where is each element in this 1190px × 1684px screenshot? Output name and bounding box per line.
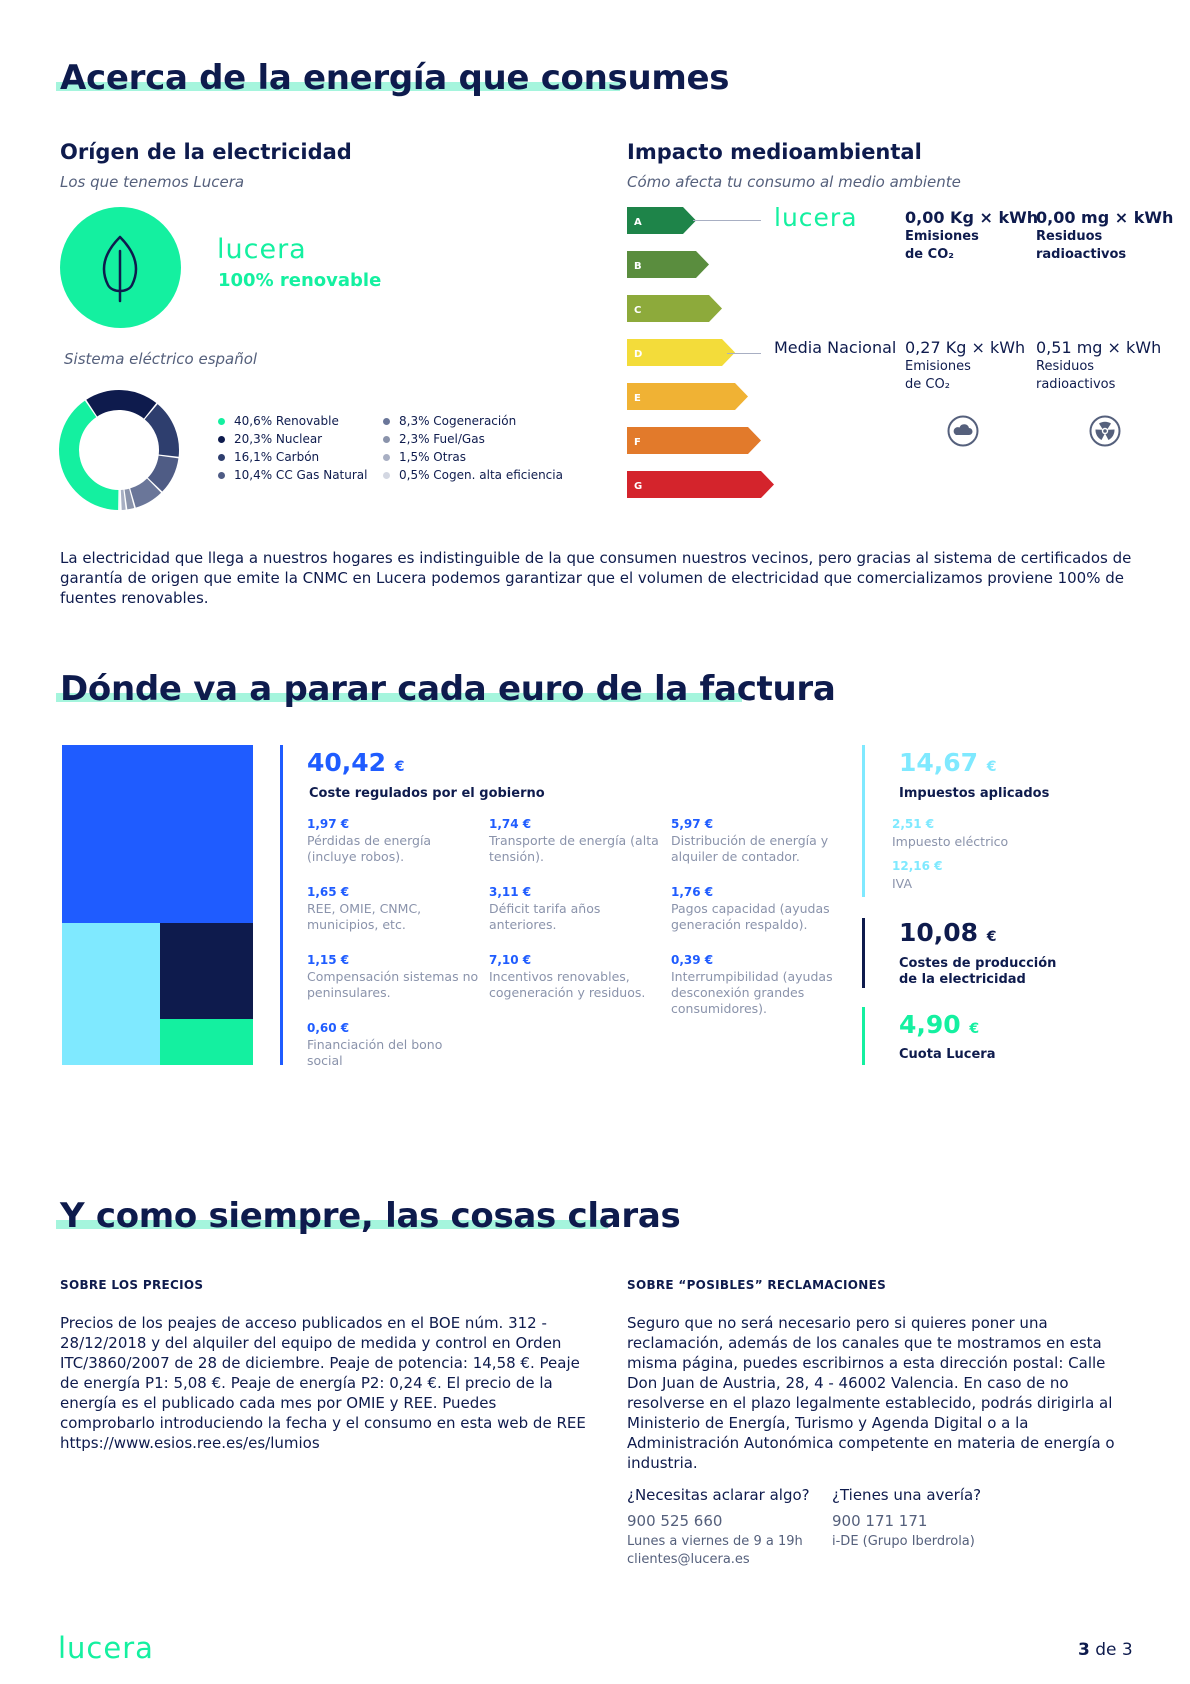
legend-dot [218, 472, 225, 479]
energy-class-letter: E [634, 393, 641, 404]
tax-item-label: IVA [892, 876, 912, 891]
regulated-item-label: Interrumpibilidad (ayudas desconexión grandes consumidores). [671, 969, 833, 1016]
legend-label: 2,3% Fuel/Gas [399, 432, 485, 446]
energy-class-letter: B [634, 261, 642, 272]
taxes-label: Impuestos aplicados [899, 786, 1050, 801]
cost-treemap [62, 745, 253, 1065]
legend-dot [218, 436, 225, 443]
donut-slice [121, 490, 126, 510]
regulated-item-label: Pérdidas de energía (incluye robos). [307, 833, 432, 864]
legend-item [218, 412, 378, 430]
lucera-logo: lucera [217, 234, 307, 265]
tax-item-value: 2,51 € [892, 817, 935, 831]
regulated-item [671, 953, 843, 1017]
legend-label: 1,5% Otras [399, 450, 466, 464]
national-waste-value: 0,51 mg × kWh [1036, 338, 1162, 357]
legend-label: 40,6% Renovable [234, 414, 339, 428]
origin-paragraph: La electricidad que llega a nuestros hogares es indistinguible de la que consumen nuestros vecinos, pero gracias al sistema de certificados de garantía de origen que emite la CNMC en Lucera podemos garantizar que el volumen de electricidad que comercializamos proviene 100% de fuentes renovables. [60, 549, 1132, 607]
legend-item [383, 466, 583, 484]
regulated-accent-bar [280, 745, 283, 1065]
treemap-taxes [62, 923, 160, 1065]
legend-dot [218, 454, 225, 461]
energy-class-f-bar [627, 427, 762, 454]
fee-label: Cuota Lucera [899, 1047, 996, 1062]
regulated-item [307, 885, 479, 933]
energy-class-e-bar [627, 383, 749, 410]
contact-fault-phone[interactable]: 900 171 171 [832, 1512, 928, 1530]
treemap-production [160, 923, 253, 1019]
legend-item [218, 466, 378, 484]
contact-help-phone[interactable]: 900 525 660 [627, 1512, 723, 1530]
regulated-items [307, 817, 847, 1067]
lucera-connector-line [693, 220, 761, 221]
mix-legend-left [218, 412, 378, 484]
energy-class-b-bar [627, 251, 710, 278]
section-title-energy: Acerca de la energía que consumes [60, 58, 730, 98]
spanish-system-label: Sistema eléctrico español [64, 350, 258, 368]
regulated-item [307, 817, 479, 865]
regulated-item-label: Distribución de energía y alquiler de contador. [671, 833, 829, 864]
legend-item [383, 448, 583, 466]
radioactive-icon [1089, 415, 1121, 447]
regulated-label: Coste regulados por el gobierno [309, 786, 545, 801]
energy-mix-donut [57, 388, 181, 512]
national-waste-label: Residuos radioactivos [1036, 359, 1116, 392]
contact-fault-heading: ¿Tienes una avería? [832, 1486, 982, 1504]
regulated-item-value: 1,76 € [671, 885, 714, 899]
regulated-item-value: 1,74 € [489, 817, 532, 831]
legend-item [218, 448, 378, 466]
footer-lucera-logo: lucera [58, 1631, 154, 1665]
energy-class-scale [627, 207, 767, 507]
regulated-item-value: 3,11 € [489, 885, 532, 899]
production-label: Costes de producción de la electricidad [899, 956, 1057, 987]
national-co2-value: 0,27 Kg × kWh [905, 338, 1026, 357]
renewable-label: 100% renovable [218, 270, 382, 291]
energy-class-a-bar [627, 207, 697, 234]
regulated-total: 40,42 € [307, 748, 405, 777]
regulated-item-label: Compensación sistemas no peninsulares. [307, 969, 479, 1000]
energy-class-g-bar [627, 471, 775, 498]
taxes-total: 14,67 € [899, 748, 997, 777]
regulated-item [307, 953, 479, 1001]
section-title-clear: Y como siempre, las cosas claras [60, 1196, 681, 1236]
donut-slice [145, 404, 179, 457]
regulated-item-label: Transporte de energía (alta tensión). [489, 833, 659, 864]
lucera-impact-logo: lucera [774, 203, 858, 232]
legend-label: 0,5% Cogen. alta eficiencia [399, 468, 563, 482]
legend-dot [218, 418, 225, 425]
donut-slice [86, 390, 156, 419]
energy-class-c-bar [627, 295, 723, 322]
taxes-accent-bar [862, 745, 865, 897]
contact-help-email[interactable]: clientes@lucera.es [627, 1552, 750, 1567]
legend-item [383, 412, 583, 430]
energy-class-letter: A [634, 217, 642, 228]
regulated-item-value: 1,65 € [307, 885, 350, 899]
legend-item [383, 430, 583, 448]
national-co2-label: Emisiones de CO₂ [905, 359, 971, 392]
lucera-waste-value: 0,00 mg × kWh [1036, 208, 1174, 227]
contact-help-heading: ¿Necesitas aclarar algo? [627, 1486, 810, 1504]
mix-legend-right [383, 412, 583, 484]
energy-class-d-bar [627, 339, 736, 366]
regulated-item-value: 1,15 € [307, 953, 350, 967]
section-title-euro: Dónde va a parar cada euro de la factura [60, 669, 836, 709]
regulated-item-label: REE, OMIE, CNMC, municipios, etc. [307, 901, 422, 932]
regulated-item-label: Déficit tarifa años anteriores. [489, 901, 601, 932]
national-label: Media Nacional [774, 338, 897, 357]
cloud-icon [947, 415, 979, 447]
impact-heading: Impacto medioambiental [627, 140, 922, 164]
regulated-item [489, 953, 661, 1001]
page-number: 3 de 3 [1078, 1640, 1133, 1660]
regulated-item-label: Pagos capacidad (ayudas generación respaldo). [671, 901, 830, 932]
lucera-co2-label: Emisiones de CO₂ [905, 229, 979, 262]
legend-item [218, 430, 378, 448]
energy-class-letter: F [634, 437, 641, 448]
production-accent-bar [862, 918, 865, 988]
national-connector-line [727, 353, 761, 354]
energy-class-letter: D [634, 349, 643, 360]
contact-fault-company: i-DE (Grupo Iberdrola) [832, 1534, 975, 1549]
legend-label: 16,1% Carbón [234, 450, 320, 464]
lucera-waste-label: Residuos radioactivos [1036, 229, 1127, 262]
fee-total: 4,90 € [899, 1010, 980, 1039]
legend-dot [383, 472, 390, 479]
legend-dot [383, 436, 390, 443]
regulated-item [671, 817, 843, 865]
legend-dot [383, 454, 390, 461]
production-total: 10,08 € [899, 918, 997, 947]
origin-subtitle: Los que tenemos Lucera [60, 173, 245, 191]
legend-dot [383, 418, 390, 425]
regulated-item-label: Incentivos renovables, cogeneración y residuos. [489, 969, 646, 1000]
fee-accent-bar [862, 1007, 865, 1065]
leaf-icon [60, 207, 181, 328]
regulated-item-value: 7,10 € [489, 953, 532, 967]
lucera-co2-value: 0,00 Kg × kWh [905, 208, 1039, 227]
contact-help-hours: Lunes a viernes de 9 a 19h [627, 1534, 803, 1549]
treemap-regulated [62, 745, 253, 923]
claims-body: Seguro que no será necesario pero si quieres poner una reclamación, además de los canales que te mostramos en esta misma página, puedes escribirnos a esta dirección postal: Calle Don Juan de Austria, 28, 4 - 46002 Valencia. En caso de no resolverse en el plazo legalmente establecido, podrás dirigirla al Ministerio de Energía, Turismo y Agenda Digital o a la Administración Autonómica competente en materia de energía o industria. [627, 1314, 1115, 1472]
regulated-item [489, 817, 661, 865]
tax-item-label: Impuesto eléctrico [892, 834, 1009, 849]
leaf-badge [60, 207, 181, 328]
prices-heading: SOBRE LOS PRECIOS [60, 1278, 204, 1292]
regulated-item [489, 885, 661, 933]
prices-body: Precios de los peajes de acceso publicados en el BOE núm. 312 - 28/12/2018 y del alquiler del equipo de medida y control en Orden ITC/3860/2007 de 28 de diciembre. Peaje de potencia: 14,58 €. Peaje de energía P1: 5,08 €. Peaje de energía P2: 0,24 €. El precio de la energía es el publicado cada mes por OMIE y REE. Puedes comprobarlo introduciendo la fecha y el consumo en esta web de REE https://www.esios.ree.es/es/lumios [60, 1314, 586, 1452]
impact-subtitle: Cómo afecta tu consumo al medio ambiente [627, 173, 961, 191]
treemap-fee [160, 1019, 253, 1065]
origin-heading: Orígen de la electricidad [60, 140, 352, 164]
regulated-item-value: 0,39 € [671, 953, 714, 967]
claims-heading: SOBRE “POSIBLES” RECLAMACIONES [627, 1278, 887, 1292]
regulated-item-label: Financiación del bono social [307, 1037, 443, 1068]
regulated-item-value: 5,97 € [671, 817, 714, 831]
regulated-item-value: 0,60 € [307, 1021, 350, 1035]
regulated-item [307, 1021, 479, 1069]
legend-label: 10,4% CC Gas Natural [234, 468, 368, 482]
legend-label: 8,3% Cogeneración [399, 414, 517, 428]
tax-item-value: 12,16 € [892, 859, 943, 873]
energy-class-letter: C [634, 305, 642, 316]
energy-class-letter: G [634, 481, 643, 492]
donut-slice [59, 401, 118, 510]
legend-label: 20,3% Nuclear [234, 432, 323, 446]
regulated-item-value: 1,97 € [307, 817, 350, 831]
regulated-item [671, 885, 843, 933]
